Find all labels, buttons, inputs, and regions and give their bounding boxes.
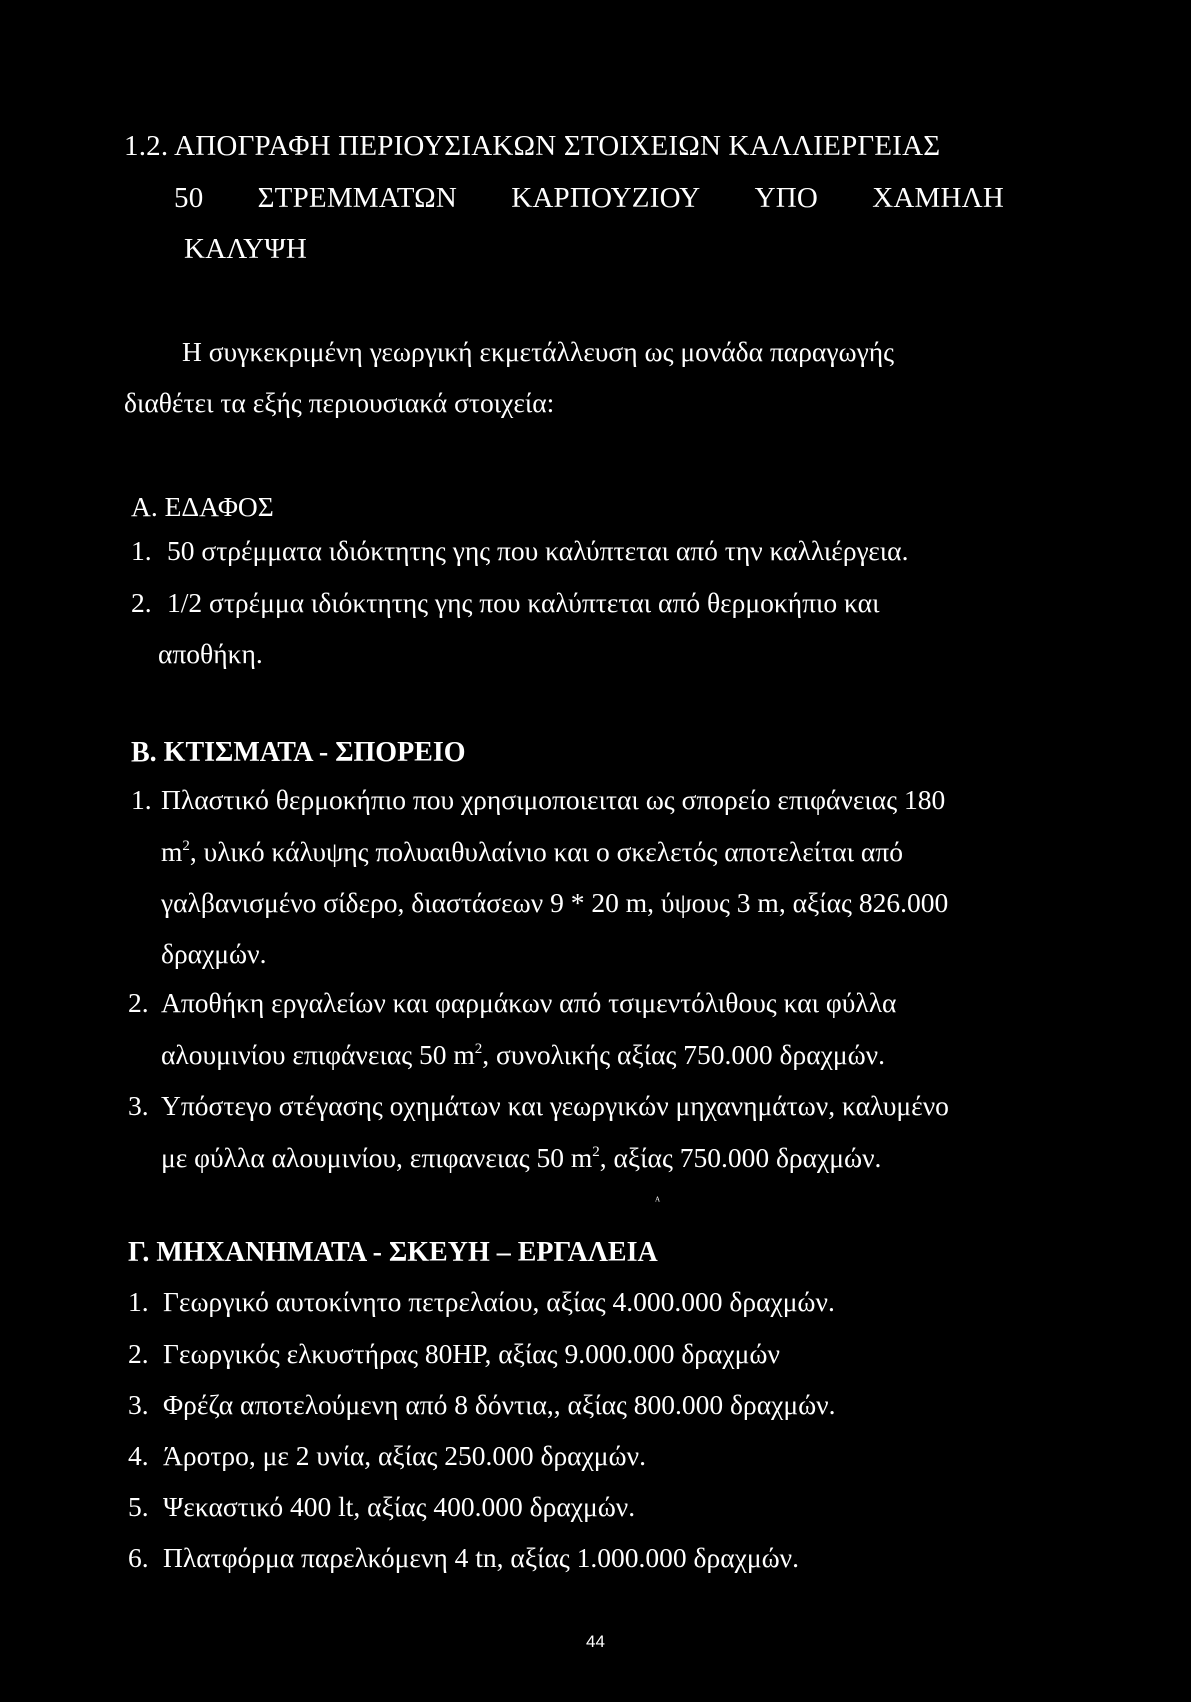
section-b-item-3-line-2 [161,1142,881,1174]
list-number: 1. [131,784,152,815]
superscript: 2 [474,1041,483,1057]
section-a-item-1: 50 στρέμματα ιδιόκτητης γης που καλύπτεται από την καλλιέργεια. [167,535,909,566]
list-number: 4. [128,1440,149,1471]
list-number: 2. [128,1338,149,1369]
list-number: 3. [128,1389,149,1420]
page-number: 44 [586,1632,605,1651]
section-a-item-2-line-2: αποθήκη. [158,638,263,669]
section-c-item-5: Ψεκαστικό 400 lt, αξίας 400.000 δραχμών. [163,1491,636,1522]
stray-mark: ᴬ [655,1194,661,1208]
line-text: , συνολικής αξίας 750.000 δραχμών. [482,1039,885,1070]
superscript: 2 [182,838,190,854]
heading-word: ΚΑΡΠΟΥΖΙΟΥ [511,182,701,214]
list-number: 2. [128,987,149,1018]
section-b-item-2-line-1: Αποθήκη εργαλείων και φαρμάκων από τσιμεντόλιθους και φύλλα [161,987,897,1018]
line-text: , αξίας 750.000 δραχμών. [599,1142,882,1173]
list-number: 1. [128,1286,149,1317]
list-number: 5. [128,1491,149,1522]
heading-line-3: ΚΑΛΥΨΗ [184,233,307,265]
list-number: 2. [131,587,152,618]
section-b-title: Β. ΚΤΙΣΜΑΤΑ - ΣΠΟΡΕΙΟ [131,737,466,768]
section-c-item-3: Φρέζα αποτελούμενη από 8 δόντια,, αξίας 800.000 δραχμών. [163,1389,836,1420]
section-c-item-4: Άροτρο, με 2 υνία, αξίας 250.000 δραχμών. [163,1440,646,1471]
section-b-item-1-line-1: Πλαστικό θερμοκήπιο που χρησιμοποιειται ως σπορείο επιφάνειας 180 [161,784,946,815]
section-b-item-2-line-2 [161,1039,885,1071]
section-b-item-1-line-2 [161,836,903,868]
heading-line-1: 1.2. ΑΠΟΓΡΑΦΗ ΠΕΡΙΟΥΣΙΑΚΩΝ ΣΤΟΙΧΕΙΩΝ ΚΑΛΛΙΕΡΓΕΙΑΣ [124,130,941,162]
section-a-title: Α. ΕΔΑΦΟΣ [131,491,274,522]
line-text: με φύλλα αλουμινίου, επιφανειας 50 m [161,1142,593,1173]
heading-word: ΧΑΜΗΛΗ [872,182,1004,214]
line-text: αλουμινίου επιφάνειας 50 m [161,1039,475,1070]
section-c-title: Γ. ΜΗΧΑΝΗΜΑΤΑ - ΣΚΕΥΗ – ΕΡΓΑΛΕΙΑ [128,1237,658,1268]
heading-word: ΣΤΡΕΜΜΑΤΩΝ [257,182,458,214]
section-c-item-2: Γεωργικός ελκυστήρας 80HP, αξίας 9.000.000 δραχμών [163,1338,780,1369]
list-number: 3. [128,1090,149,1121]
superscript: 2 [592,1144,600,1160]
heading-word: 50 [174,182,204,214]
unit-text: m [161,836,183,867]
intro-line-1: Η συγκεκριμένη γεωργική εκμετάλλευση ως μονάδα παραγωγής [182,336,895,367]
intro-line-2: διαθέτει τα εξής περιουσιακά στοιχεία: [124,387,555,418]
section-b-item-3-line-1: Υπόστεγο στέγασης οχημάτων και γεωργικών μηχανημάτων, καλυμένο [161,1090,949,1121]
section-c-item-6: Πλατφόρμα παρελκόμενη 4 tn, αξίας 1.000.000 δραχμών. [163,1542,799,1573]
heading-word: ΥΠΟ [754,182,819,214]
section-a-item-2-line-1: 1/2 στρέμμα ιδιόκτητης γης που καλύπτεται από θερμοκήπιο και [167,587,880,618]
list-number: 1. [131,535,152,566]
list-number: 6. [128,1542,149,1573]
section-b-item-1-line-4: δραχμών. [161,938,267,969]
section-b-item-1-line-3: γαλβανισμένο σίδερο, διαστάσεων 9 * 20 m, ύψους 3 m, αξίας 826.000 [161,887,949,918]
heading-line-2 [174,182,1004,215]
line-text: , υλικό κάλυψης πολυαιθυλαίνιο και ο σκελετός αποτελείται από [189,836,903,867]
section-c-item-1: Γεωργικό αυτοκίνητο πετρελαίου, αξίας 4.000.000 δραχμών. [163,1286,835,1317]
